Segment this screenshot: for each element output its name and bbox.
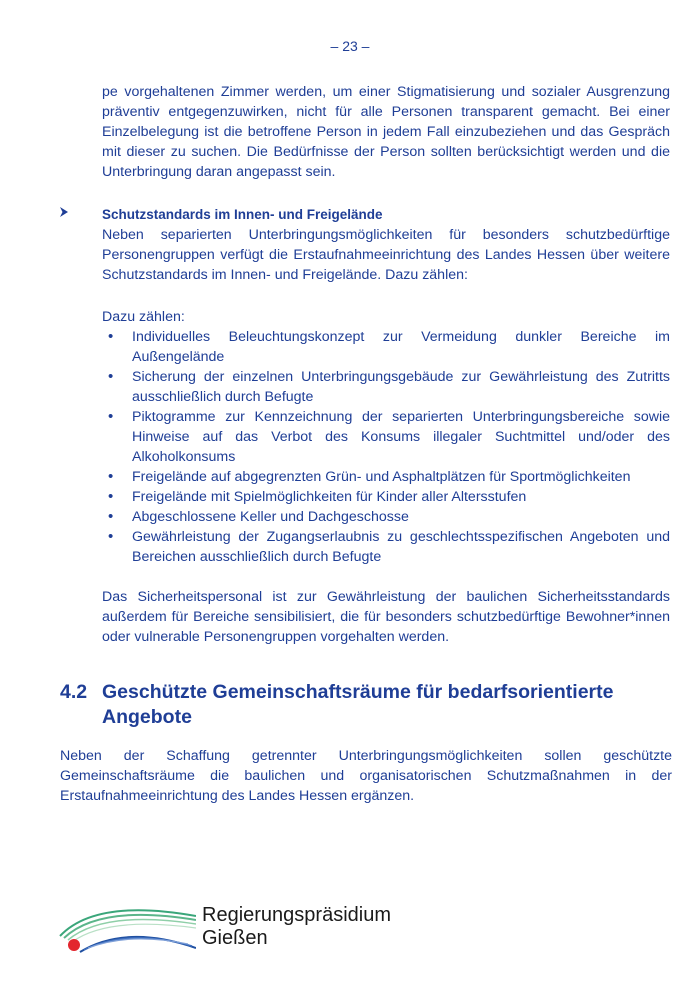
section-closing: Das Sicherheitspersonal ist zur Gewährleistung der baulichen Sicherheitsstandards außerdem für Bereiche sensibilisiert, die für besonders schutzbedürftige Bewohner*innen oder vulnerable Personengruppen vorgehalten werden. — [102, 589, 670, 645]
list-item — [102, 367, 670, 407]
list-item-text: Freigelände mit Spielmöglichkeiten für Kinder aller Altersstufen — [132, 489, 527, 505]
section-4-2-body: Neben der Schaffung getrennter Unterbringungsmöglichkeiten sollen geschützte Gemeinschaftsräume die baulichen und organisatorischen Schutzmaßnahmen in der Erstaufnahmeeinrichtung des Landes Hessen ergänzen. — [60, 748, 672, 804]
list-item — [102, 407, 670, 467]
list-item-text: Individuelles Beleuchtungskonzept zur Vermeidung dunkler Bereiche im Außengelände — [132, 329, 670, 365]
section-lead: Dazu zählen: — [102, 309, 185, 325]
list-item — [102, 487, 670, 507]
list-item — [102, 327, 670, 367]
list-item — [102, 507, 670, 527]
list-item-text: Gewährleistung der Zugangserlaubnis zu geschlechtsspezifischen Angeboten und Bereichen ausschließlich durch Befugte — [132, 529, 670, 565]
bullet-icon: • — [108, 528, 114, 545]
section-number: 4.2 — [60, 681, 88, 703]
page-number: – 23 – — [330, 38, 370, 54]
section-paragraph: Neben separierten Unterbringungsmöglichkeiten für besonders schutzbedürftige Personengruppen verfügt die Erstaufnahmeeinrichtung des Landes Hessen über weitere Schutzstandards im Innen- und Freigelände. Dazu zählen: — [102, 227, 670, 283]
list-item-text: Freigelände auf abgegrenzten Grün- und Asphaltplätzen für Sportmöglichkeiten — [132, 469, 631, 485]
bullet-icon: • — [108, 488, 114, 505]
section-heading: Schutzstandards im Innen- und Freigelände — [102, 207, 383, 222]
bullet-icon: • — [108, 368, 114, 385]
list-item — [102, 467, 670, 487]
bullet-icon: • — [108, 508, 114, 525]
list-item-text: Sicherung der einzelnen Unterbringungsgebäude zur Gewährleistung des Zutritts ausschließlich durch Befugte — [132, 369, 670, 405]
schutzstandards-section — [102, 205, 670, 647]
chevron-right-icon — [58, 205, 72, 219]
list-item-text: Abgeschlossene Keller und Dachgeschosse — [132, 509, 409, 525]
bullet-list — [102, 327, 670, 567]
intro-paragraph: pe vorgehaltenen Zimmer werden, um einer Stigmatisierung und sozialer Ausgrenzung präventiv entgegenzuwirken, nicht für alle Personen transparent gemacht. Bei einer Einzelbelegung ist die betroffene Person in jedem Fall einzubeziehen und das Gespräch mit dieser zu suchen. Die Bedürfnisse der Person sollten berücksichtigt werden und die Unterbringung daran angepasst sein. — [102, 84, 670, 180]
bullet-icon: • — [108, 468, 114, 485]
intro-text — [102, 82, 670, 182]
list-item — [102, 527, 670, 567]
list-item-text: Piktogramme zur Kennzeichnung der separierten Unterbringungsbereiche sowie Hinweise auf das Verbot des Konsums illegaler Suchtmittel und/oder des Alkoholkonsums — [132, 409, 670, 465]
organization-name: Regierungspräsidium Gießen — [202, 904, 391, 949]
section-title: Geschützte Gemeinschaftsräume für bedarfsorientierte Angebote — [102, 681, 614, 728]
bullet-icon: • — [108, 328, 114, 345]
swoosh-logo-icon — [56, 896, 196, 956]
bullet-icon: • — [108, 408, 114, 425]
organization-logo — [56, 896, 406, 956]
